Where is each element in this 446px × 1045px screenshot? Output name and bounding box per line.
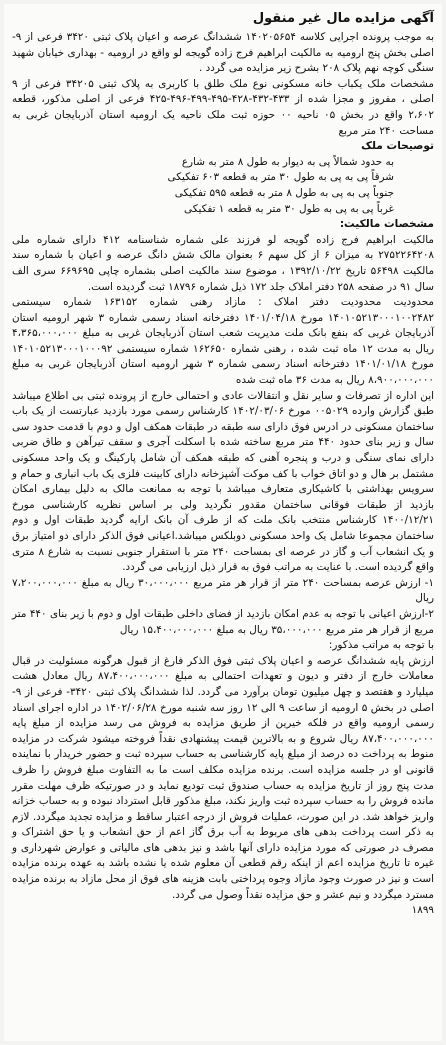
description-paragraph: این اداره از تصرفات و سایر نقل و انتقالات عادی و احتمالی خارج از پرونده ثبتی بی اطلاع میباشد طبق گزارش وارده ۰۰۵۰۲۹ مورخ ۱۴۰۲/۰۳/۰۶ کارشناس رسمی مورد بازدید عبارتست از یک باب ساختمان مسکونی در ادرس فوق دارای سه طبقه در طبقات همکف اول و دوم با قدمت حدود سی سال و زیر بنای حدود ۴۴۰ متر مربع ساخته شده با اسکلت آجری و سقف تیرآهن و طاق ضربی دارای نمای سنگی و درب و پنجره آهنی که طبقه همکف آن شامل پارکینگ و یک واحد مسکونی مشتمل بر هال و دو اتاق خواب با کف موکت آشپزخانه دارای کابینت فلزی یک باب انباری و حمام و سرویس بهداشتی با کاشیکاری متعارف میباشد با توجه به ممانعت مالک به دلیل بیماری امکان بازدید از طبقات فوقانی ساختمان مقدور نگردید ولی بر اساس نظریه کارشناسی مورخ ۱۴۰۰/۱۲/۲۱ کارشناس منتخب بانک ملت که از طرف آن بانک ارایه گردید طبقات اول و دوم ساختمان مجموعا شامل یک واحد مسکونی دوبلکس میباشد.اعیانی فوق الذکر دارای دو امتیاز برق و یک انشعاب آب و گاز در عرصه ای بمساحت ۲۴۰ متر با استقرار جنوبی نسبت به شارع ۸ متری واقع گردیده است. با عنایت به مراتب فوق به قرار ذیل ارزیابی می گردد. — [12, 389, 435, 574]
boundary-south: جنوباً پی به پی به طول ۸ متر به قطعه ۵۹۵ تفکیکی — [174, 186, 394, 199]
intro-paragraph: به موجب پرونده اجرایی کلاسه ۱۴۰۲۰۵۶۵۴ ششدانگ عرصه و اعیان پلاک ثبتی ۳۴۲۰ فرعی از ۹- اصلی بخش پنج ارومیه به مالکیت ابراهیم فرج زاده گویجه لو واقع در ارومیه - بهداری خیابان شهید سنگی کوچه نهم پلاک ۲۰۸ بشرح زیر مزایده می گردد . — [12, 31, 434, 75]
boundary-east: شرقاً پی به پی به طول ۳۰ متر به قطعه ۶۰۳ تفکیکی — [167, 171, 394, 184]
restrictions-paragraph: محدودیت محدودیت دفتر املاک : مازاد رهنی شماره ۱۶۳۱۵۲ شماره سیستمی ۱۴۰۱۰۵۲۱۳۰۰۰۱۰۰۲۴۸۲ مورخ ۱۴۰۱/۰۴/۱۸ دفترخانه اسناد رسمی شماره ۳ شهر ارومیه استان آذربایجان غربی که بنفع بانک ملت مدیریت شعب استان آذربایجان غربی به مبلغ ۴،۳۶۵،۰۰۰،۰۰۰ ریال به مدت ۱۲ ماه ثبت شده ، رهنی شماره ۱۶۲۶۵۰ شماره سیستمی ۱۴۰۱۰۵۲۱۳۰۰۰۱۰۰۰۹۲ مورخ ۱۴۰۱/۰۱/۱۸ دفترخانه اسناد رسمی شماره ۳ شهر ارومیه استان آذربایجان غربی به مبلغ ۸،۹۰۰،۰۰۰،۰۰۰ ریال به مدت ۳۶ ماه ثبت شده — [12, 296, 435, 387]
valuation-item-2: ۲-ارزش اعیانی با توجه به عدم امکان بازدید از فضای داخلی طبقات اول و دوم با زیر بنای ۴۴۰ متر مربع از قرار هر متر مربع ۳۵،۰۰۰،۰۰۰ ریال به مبلغ ۱۵،۴۰۰،۰۰۰،۰۰۰ ریال — [12, 607, 434, 636]
ownership-paragraph: مالکیت ابراهیم فرج زاده گویجه لو فرزند علی شماره شناسنامه ۴۱۲ دارای شماره ملی ۲۷۵۲۲۶۴۲۰۸ به میزان ۶ از کل سهم ۶ بعنوان مالک شش دانگ عرصه و اعیان با شماره سند مالکیت ۵۶۴۹۸ تاریخ ۱۳۹۲/۱۰/۲۲ ، موضوع سند مالکیت اصلی بشماره چاپی ۶۶۹۶۹۵ سری الف سال ۹۱ در صفحه ۲۵۸ دفتر املاک جلد ۱۷۲ ذیل شماره ۱۸۷۹۶ ثبت گردیده است. — [12, 233, 435, 293]
ownership-heading: مشخصات مالکیت: — [339, 218, 434, 231]
newspaper-notice — [4, 4, 442, 1041]
property-specs-paragraph: مشخصات ملک یکباب خانه مسکونی نوع ملک طلق با کاربری به پلاک ثبتی ۳۴۲۰۵ فرعی از ۹ اصلی ، مفروز و مجزا شده از ۴۳۳-۴۳۲-۴۲۸-۴۹۵-۴۹۹-۴۹۶-۴۲۵ فرعی از اصلی مذکور، قطعه ۲،۶۰۲ واقع در بخش ۰۵ ناحیه ۰۰ حوزه ثبت ملک ناحیه یک ارومیه استان آذربایجان غربی به مساحت ۲۴۰ متر مربع — [12, 77, 435, 137]
notice-code: ۱۸۹۹ — [411, 904, 434, 917]
boundary-west: غرباً پی به پی به طول ۳۰ متر به قطعه ۱ تفکیکی — [184, 202, 394, 215]
auction-terms-paragraph: ارزش پایه ششدانگ عرصه و اعیان پلاک ثبتی فوق الذکر فارغ از قبول هرگونه مسئولیت در قبال معاملات خارج از دفتر و دیون و تعهدات احتمالی به مبلغ ۸۷،۴۰۰،۰۰۰،۰۰۰ ریال معادل هشت میلیارد و هفتصد و چهل میلیون تومان برآورد می گردد. لذا ششدانگ پلاک ثبتی ۳۴۲۰- فرعی از ۹- اصلی در بخش ۵ ارومیه از ساعت ۹ الی ۱۲ روز سه شنبه مورخ ۱۴۰۲/۰۶/۲۸ در اداره اجرای اسناد رسمی ارومیه واقع در فلکه خیرین از طریق مزایده به فروش می رسد مزایده از مبلغ پایه ۸۷،۴۰۰،۰۰۰،۰۰۰ ریال شروع و به بالاترین قیمت پیشنهادی نقداً فروخته میشود شرکت در مزایده منوط به پرداخت ده درصد از مبلغ پایه کارشناسی به حساب سپرده ثبت و حضور خریدار با نماینده قانونی او در جلسه مزایده است. برنده مزایده مکلف است ما به التفاوت مبلغ فروش را ظرف مدت پنج روز از تاریخ مزایده به حساب صندوق ثبت تودیع نماید و در صورتیکه ظرف مهلت مقرر مانده فروش را به حساب سپرده ثبت واریز نکند، مبلغ مذکور قابل استرداد نبوده و به حساب خزانه واریز خواهد شد. در این صورت، عملیات فروش از درجه اعتبار ساقط و مزایده تجدید میگردد. لازم به ذکر است پرداخت بدهی های مربوط به آب برق گاز اعم از حق انشعاب و یا حق اشتراک و مصرف در صورتی که مورد مزایده دارای آنها باشد و نیز بدهی های مالیاتی و عوارض شهرداری و غیره تا تاریخ مزایده اعم از اینکه رقم قطعی آن معلوم شده یا نشده باشد به عهده برنده مزایده است و نیز در صورت وجود مازاد وجوه پرداختی بابت هزینه های فوق از محل مازاد به برنده مزایده مسترد میگردد و نیم عشر و حق مزایده نقداً وصول می گردد. — [12, 654, 435, 901]
valuation-item-1: ۱- ارزش عرصه بمساحت ۲۴۰ متر از قرار هر متر مربع ۳۰،۰۰۰،۰۰۰ ریال به مبلغ ۷،۲۰۰،۰۰۰،۰۰۰ ریال — [12, 576, 434, 605]
notice-title: آگهی مزایده مال غیر منقول — [252, 11, 434, 26]
boundaries-heading: توصیحات ملک — [361, 140, 434, 153]
boundary-north: به حدود شمالاً پی به دیوار به طول ۸ متر به شارع — [181, 155, 394, 168]
valuation-summary: با توجه به مراتب مذکور: — [328, 639, 434, 652]
